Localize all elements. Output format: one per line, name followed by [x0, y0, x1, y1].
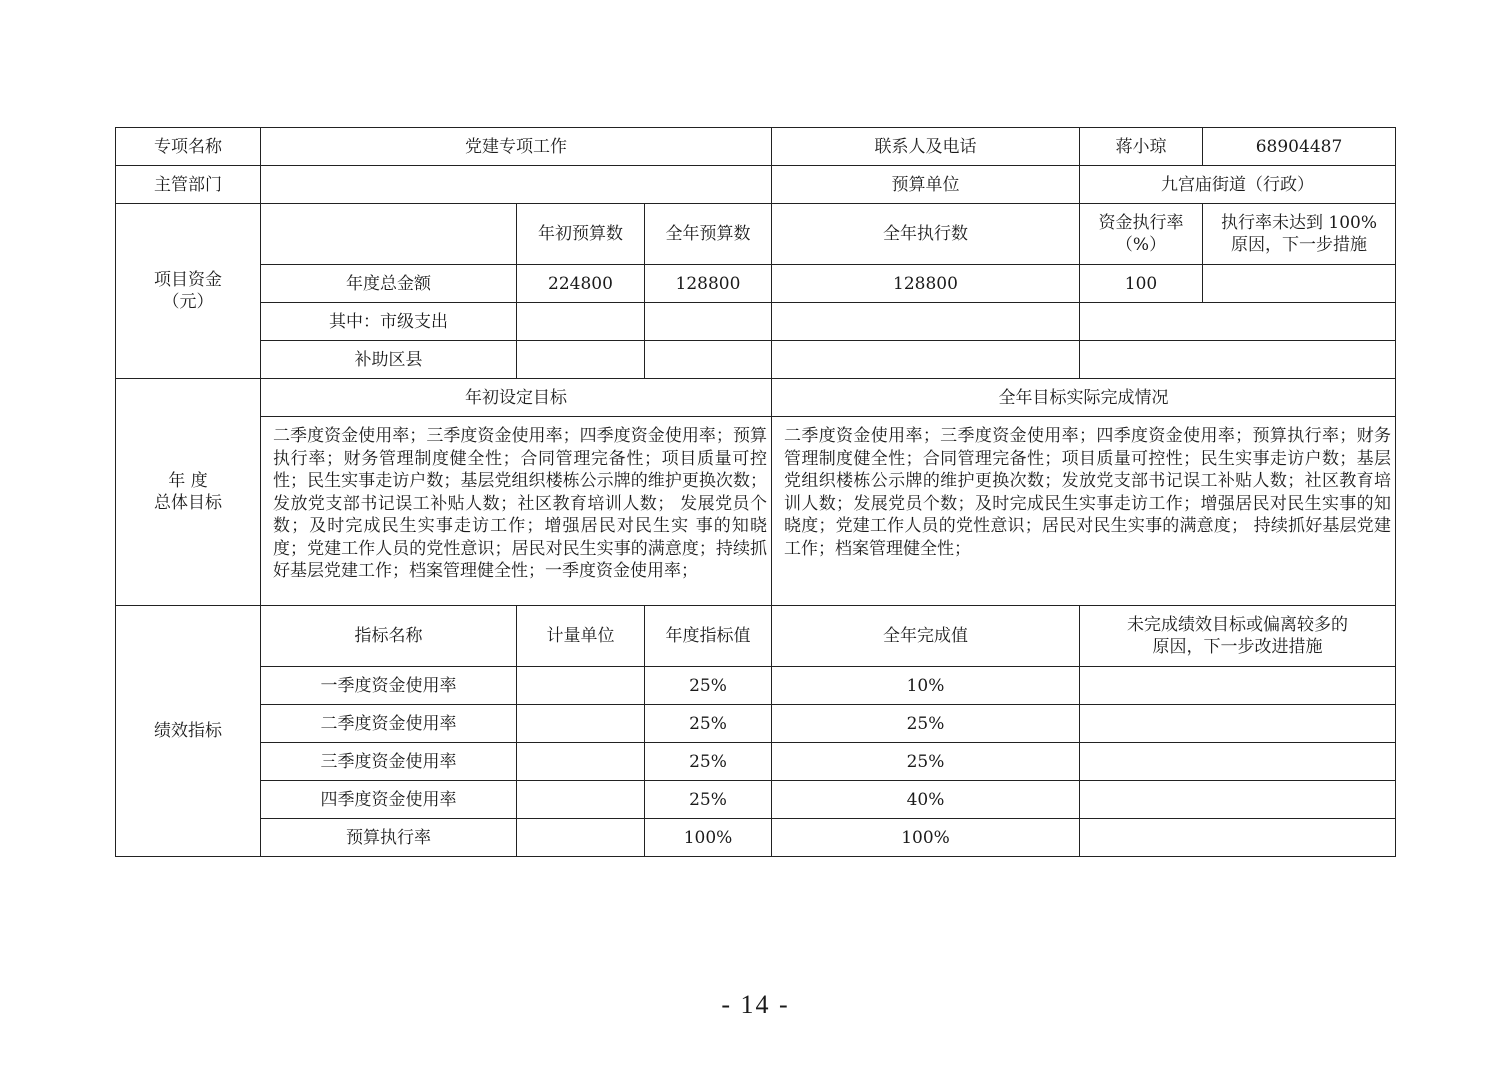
perf-reason — [1080, 781, 1396, 819]
perf-reason — [1080, 705, 1396, 743]
funds-annual-value: 128800 — [645, 265, 772, 303]
table-row — [116, 819, 1396, 857]
funds-header-row — [116, 204, 1396, 265]
perf-actual: 10% — [772, 667, 1080, 705]
perf-target: 25% — [645, 705, 772, 743]
funds-initial-value — [517, 341, 645, 379]
funds-reason-value — [1203, 265, 1396, 303]
perf-name: 一季度资金使用率 — [261, 667, 517, 705]
table-row — [116, 705, 1396, 743]
performance-section-label: 绩效指标 — [116, 606, 261, 857]
header-row-dept — [116, 166, 1396, 204]
performance-header-row — [116, 606, 1396, 667]
perf-col-unit: 计量单位 — [517, 606, 645, 667]
funds-col-executed: 全年执行数 — [772, 204, 1080, 265]
perf-actual: 25% — [772, 705, 1080, 743]
perf-name: 三季度资金使用率 — [261, 743, 517, 781]
perf-col-reason: 未完成绩效目标或偏离较多的原因，下一步改进措施 — [1080, 606, 1396, 667]
goals-actual-text: 二季度资金使用率；三季度资金使用率；四季度资金使用率；预算执行率；财务管理制度健全性；合同管理完备性；项目质量可控性；民生实事走访户数；基层党组织楼栋公示牌的维护更换次数；发放党支部书记误工补贴人数；社区教育培训人数；发展党员个数；及时完成民生实事走访工作；增强居民对民生实事的知晓度；党建工作人员的党性意识；居民对民生实事的满意度； 持续抓好基层党建工作；档案管理健全性； — [772, 417, 1396, 606]
perf-col-target: 年度指标值 — [645, 606, 772, 667]
funds-row-total — [116, 265, 1396, 303]
dept-label: 主管部门 — [116, 166, 261, 204]
funds-row-label: 其中：市级支出 — [261, 303, 517, 341]
funds-col-annual: 全年预算数 — [645, 204, 772, 265]
perf-actual: 40% — [772, 781, 1080, 819]
funds-annual-value — [645, 341, 772, 379]
funds-executed-value — [772, 303, 1080, 341]
funds-executed-value: 128800 — [772, 265, 1080, 303]
funds-row-label: 补助区县 — [261, 341, 517, 379]
funds-header-blank — [261, 204, 517, 265]
funds-initial-value: 224800 — [517, 265, 645, 303]
goals-header-row — [116, 379, 1396, 417]
funds-rate-value — [1080, 341, 1396, 379]
perf-actual: 100% — [772, 819, 1080, 857]
funds-section-label: 项目资金（元） — [116, 204, 261, 379]
page-number: - 14 - — [721, 990, 790, 1019]
perf-reason — [1080, 819, 1396, 857]
goals-initial-text: 二季度资金使用率；三季度资金使用率；四季度资金使用率；预算执行率；财务管理制度健全性；合同管理完备性；项目质量可控性；民生实事走访户数；基层党组织楼栋公示牌的维护更换次数；发放党支部书记误工补贴人数；社区教育培训人数； 发展党员个数；及时完成民生实事走访工作；增强居民对民生实 事的知晓度；党建工作人员的党性意识；居民对民生实事的满意度；持续抓好基层党建工作；档案管理健全性；一季度资金使用率； — [261, 417, 772, 606]
goals-section-label — [116, 379, 261, 606]
perf-unit — [517, 705, 645, 743]
perf-unit — [517, 743, 645, 781]
perf-reason — [1080, 743, 1396, 781]
goals-actual-header: 全年目标实际完成情况 — [772, 379, 1396, 417]
contact-name: 蒋小琼 — [1080, 128, 1203, 166]
table-row — [116, 743, 1396, 781]
funds-row-municipal — [116, 303, 1396, 341]
project-name-label: 专项名称 — [116, 128, 261, 166]
funds-row-district — [116, 341, 1396, 379]
budget-unit-label: 预算单位 — [772, 166, 1080, 204]
funds-initial-value — [517, 303, 645, 341]
goals-label-line-1: 年 度 — [168, 471, 208, 491]
perf-target: 25% — [645, 667, 772, 705]
perf-name: 二季度资金使用率 — [261, 705, 517, 743]
perf-col-name: 指标名称 — [261, 606, 517, 667]
perf-target: 25% — [645, 743, 772, 781]
dept-value — [261, 166, 772, 204]
goals-initial-header: 年初设定目标 — [261, 379, 772, 417]
project-name-value: 党建专项工作 — [261, 128, 772, 166]
perf-reason — [1080, 667, 1396, 705]
funds-annual-value — [645, 303, 772, 341]
perf-actual: 25% — [772, 743, 1080, 781]
perf-target: 25% — [645, 781, 772, 819]
budget-unit-value: 九宫庙街道（行政） — [1080, 166, 1396, 204]
perf-unit — [517, 781, 645, 819]
perf-unit — [517, 819, 645, 857]
contact-phone: 68904487 — [1203, 128, 1396, 166]
funds-col-rate: 资金执行率（%） — [1080, 204, 1203, 265]
header-row-project — [116, 128, 1396, 166]
perf-target: 100% — [645, 819, 772, 857]
funds-col-initial: 年初预算数 — [517, 204, 645, 265]
table-row — [116, 667, 1396, 705]
goals-label-line-2: 总体目标 — [154, 493, 222, 513]
funds-col-reason: 执行率未达到 100%原因，下一步措施 — [1203, 204, 1396, 265]
funds-rate-value — [1080, 303, 1396, 341]
funds-executed-value — [772, 341, 1080, 379]
perf-name: 预算执行率 — [261, 819, 517, 857]
project-performance-table — [115, 127, 1396, 857]
funds-rate-value: 100 — [1080, 265, 1203, 303]
goals-text-row — [116, 417, 1396, 606]
perf-unit — [517, 667, 645, 705]
table-row — [116, 781, 1396, 819]
contact-label: 联系人及电话 — [772, 128, 1080, 166]
perf-name: 四季度资金使用率 — [261, 781, 517, 819]
perf-col-actual: 全年完成值 — [772, 606, 1080, 667]
funds-row-label: 年度总金额 — [261, 265, 517, 303]
